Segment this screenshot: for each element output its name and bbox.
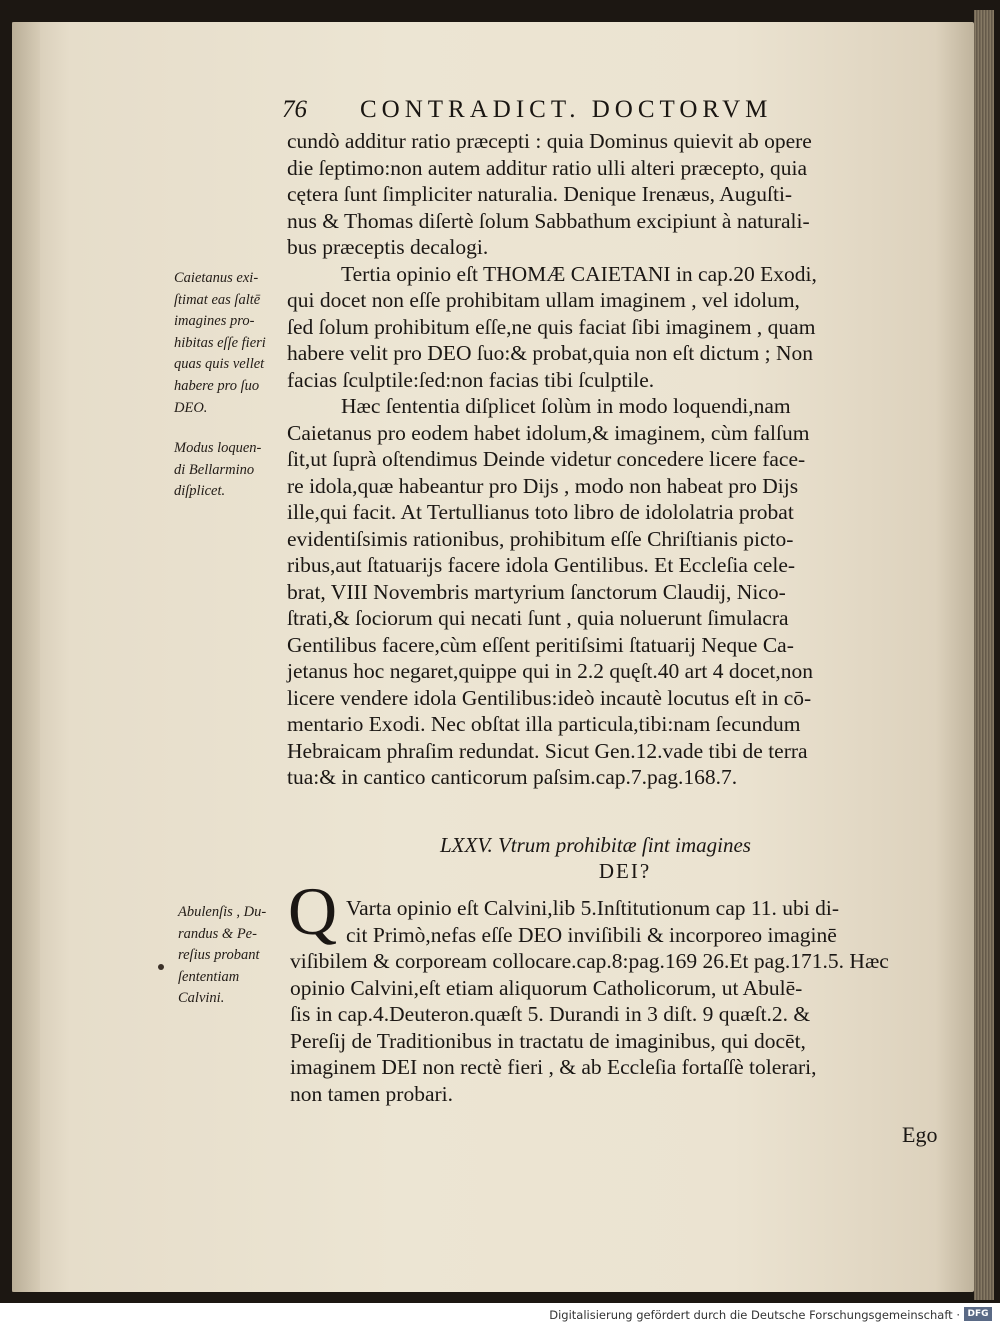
margin-note-3-line: randus & Pe- xyxy=(178,925,257,942)
digitization-footer xyxy=(0,1303,1000,1326)
margin-note-3-line: Calvini. xyxy=(178,990,225,1007)
body2-lines-line: ſis in cap.4.Deuteron.quæſt 5. Durandi in 3 diſt. 9 quæſt.2. & xyxy=(290,1002,811,1026)
margin-note-2-line: diſplicet. xyxy=(174,483,226,500)
body-line: die ſeptimo:non autem additur ratio ulli alteri præcepto, quia xyxy=(287,155,808,180)
margin-note-3-line: reſius probant xyxy=(178,947,260,964)
body-line: ſed ſolum prohibitum eſſe,ne quis faciat ſibi imaginem , quam xyxy=(287,314,816,339)
body-line: tua:& in cantico canticorum paſsim.cap.7.pag.168.7. xyxy=(287,765,738,789)
body-line: evidentiſsimis rationibus, prohibitum eſſe Chriſtianis picto- xyxy=(287,526,794,551)
ink-spot xyxy=(158,964,164,970)
body-line: cundò additur ratio præcepti : quia Dominus quievit ab opere xyxy=(287,129,812,153)
body-line: nus & Thomas diſertè ſolum Sabbathum excipiunt à naturali- xyxy=(287,208,810,233)
body2-lines-line: non tamen probari. xyxy=(290,1081,453,1106)
margin-note-1-line: imagines pro- xyxy=(174,313,255,330)
main-text-block xyxy=(287,128,947,791)
catchword: Ego xyxy=(902,1122,938,1147)
drop-capital: Q xyxy=(288,873,338,949)
body-line: re idola,quæ habeantur pro Dijs , modo non habeat pro Dijs xyxy=(287,473,799,498)
margin-note-3-line: ſententiam xyxy=(178,968,240,985)
body-line: Hebraicam phraſim redundat. Sicut Gen.12.vade tibi de terra xyxy=(287,738,808,763)
margin-note-2-line: Modus loquen- xyxy=(174,440,262,456)
chapter-heading xyxy=(440,832,840,884)
body2-lines-line: imaginem DEI non rectè fieri , & ab Eccleſia fortaſſè tolerari, xyxy=(290,1055,817,1079)
margin-note-modus xyxy=(174,438,294,503)
margin-note-1-line: quas quis vellet xyxy=(174,356,265,373)
body-line: bus præceptis decalogi. xyxy=(287,235,489,259)
body-line: habere velit pro DEO ſuo:& probat,quia non eſt dictum ; Non xyxy=(287,341,814,365)
body-line: licere vendere idola Gentilibus:ideò incautè locutus eſt in cō- xyxy=(287,685,812,710)
chapter-heading-title: LXXV. Vtrum prohibitæ ſint imagines xyxy=(440,833,751,857)
page-number: 76 xyxy=(282,96,307,123)
body2-lines-line: opinio Calvini,eſt etiam aliquorum Catholicorum, ut Abulē- xyxy=(290,975,803,1000)
page-header xyxy=(282,96,882,130)
chapter-heading-subject: DEI? xyxy=(598,859,652,883)
body2-lines-line: cit Primò,nefas eſſe DEO inviſibili & incorporeo imaginē xyxy=(346,922,837,947)
body-line: ille,qui facit. At Tertullianus toto libro de idololatria probat xyxy=(287,500,794,524)
footer-credit: Digitalisierung gefördert durch die Deutsche Forschungsgemeinschaft · xyxy=(549,1308,960,1322)
body-line: ribus,aut ſtatuarijs facere idola Gentilibus. Et Eccleſia cele- xyxy=(287,553,796,577)
body-line: brat, VIII Novembris martyrium ſanctorum Claudij, Nico- xyxy=(287,579,786,604)
page-edges xyxy=(974,10,994,1300)
body-line: ſit,ut ſuprà oſtendimus Deinde videtur concedere licere face- xyxy=(287,447,806,471)
margin-note-caietanus xyxy=(174,268,294,419)
margin-note-1-line: habere pro ſuo xyxy=(174,377,260,394)
binding-gutter xyxy=(12,22,40,1292)
margin-note-1-line: ſtimat eas ſaltē xyxy=(174,291,261,308)
body-line: Tertia opinio eſt THOMÆ CAIETANI in cap.20 Exodi, xyxy=(341,261,817,286)
margin-note-1-line: hibitas eſſe fieri xyxy=(174,334,266,351)
body2-lines-line: Varta opinio eſt Calvini,lib 5.Inſtitutionum cap 11. ubi di- xyxy=(346,896,840,920)
running-title: CONTRADICT. DOCTORVM xyxy=(360,96,773,123)
second-text-block xyxy=(290,895,945,1107)
margin-note-1-line: Caietanus exi- xyxy=(174,270,259,286)
body-line: facias ſculptile:ſed:non facias tibi ſculptile. xyxy=(287,367,655,392)
body-line: ſtrati,& ſociorum qui necati ſunt , quia noluerunt ſimulacra xyxy=(287,606,789,630)
body-line: qui docet non eſſe prohibitam ullam imaginem , vel idolum, xyxy=(287,288,800,312)
margin-note-3-line: Abulenſis , Du- xyxy=(178,904,267,920)
margin-note-2-line: di Bellarmino xyxy=(174,461,255,478)
body2-lines-line: Pereſij de Traditionibus in tractatu de imaginibus, qui docēt, xyxy=(290,1028,806,1053)
body-line: Hæc ſententia diſplicet ſolùm in modo loquendi,nam xyxy=(341,394,791,418)
body-line: Caietanus pro eodem habet idolum,& imaginem, cùm falſum xyxy=(287,420,810,445)
body-line: jetanus hoc negaret,quippe qui in 2.2 quęſt.40 art 4 docet,non xyxy=(287,659,814,683)
dfg-logo: DFG xyxy=(964,1307,992,1321)
body2-lines-line: viſibilem & corpoream collocare.cap.8:pag.169 26.Et pag.171.5. Hæc xyxy=(290,949,889,973)
margin-note-abulensis xyxy=(178,902,298,1010)
body-line: Gentilibus facere,cùm eſſent peritiſsimi ſtatuarij Neque Ca- xyxy=(287,632,794,657)
body-line: cętera ſunt ſimpliciter naturalia. Denique Irenæus, Auguſti- xyxy=(287,182,793,206)
margin-note-1-line: DEO. xyxy=(174,399,208,416)
body-line: mentario Exodi. Nec obſtat illa particula,tibi:nam ſecundum xyxy=(287,712,801,736)
